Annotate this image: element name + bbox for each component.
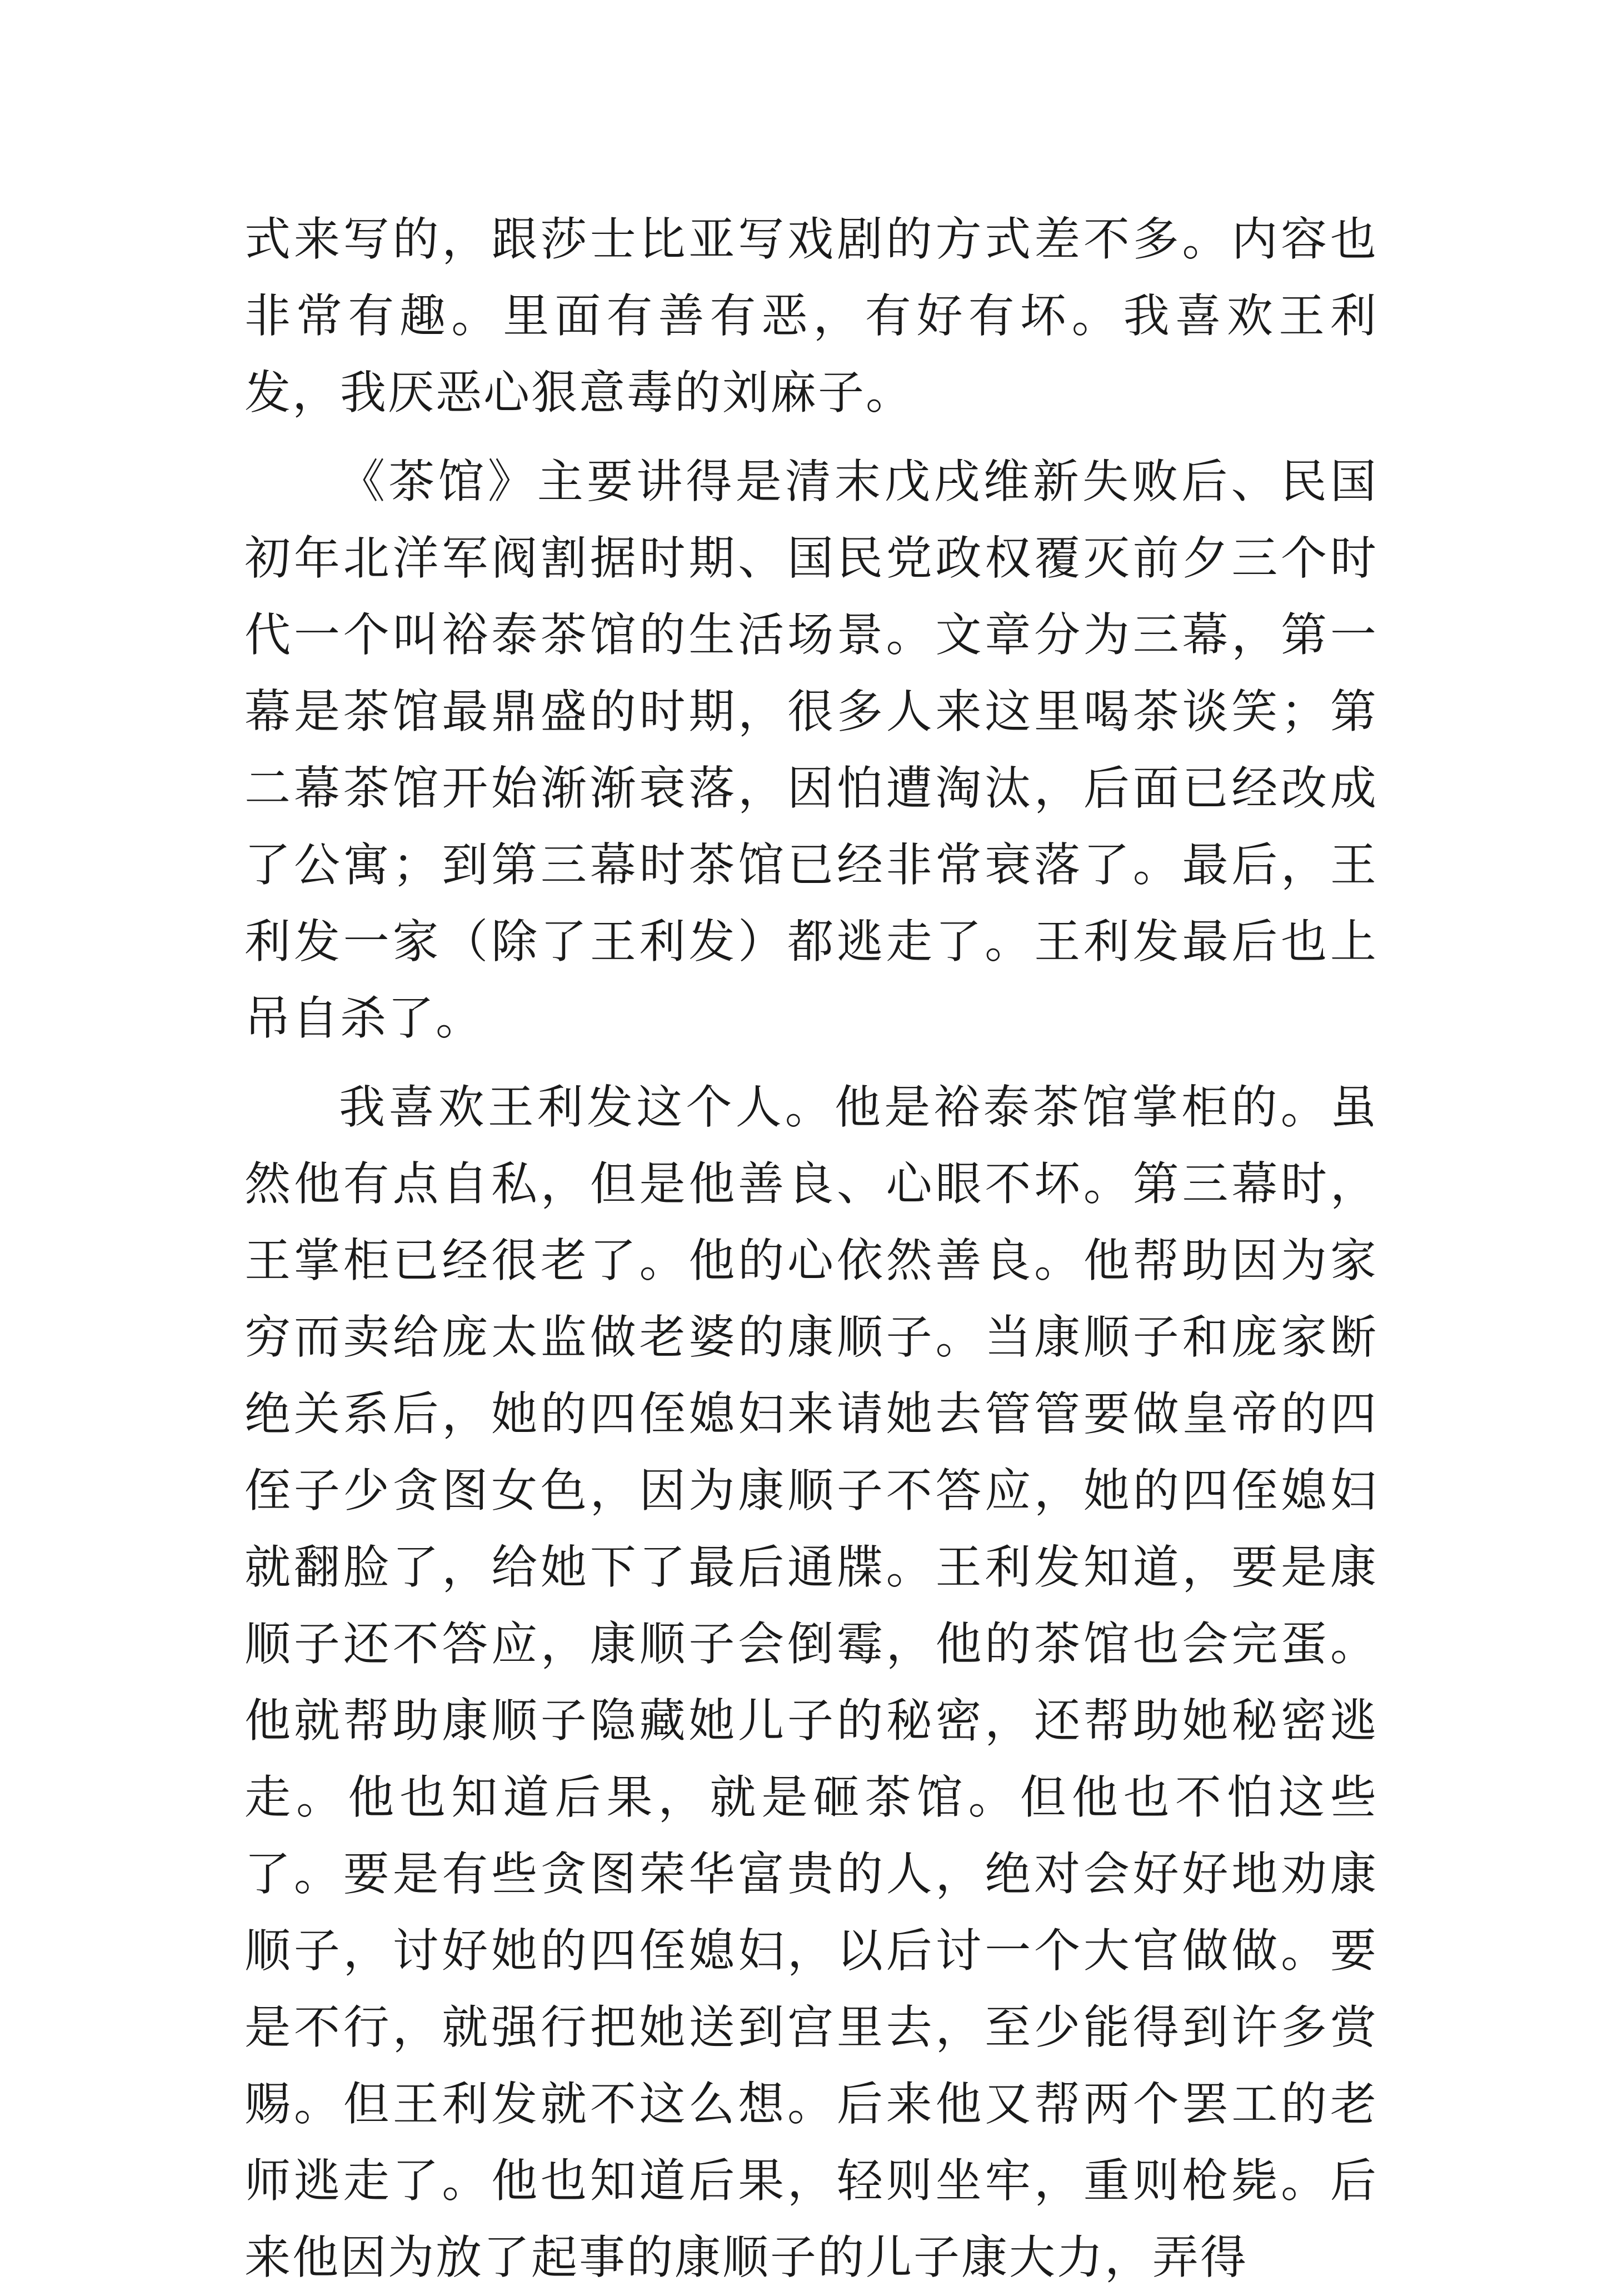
document-body — [244, 201, 1378, 2296]
paragraph-summary: 《茶馆》主要讲得是清末戊戌维新失败后、民国初年北洋军阀割据时期、国民党政权覆灭前夕三个时代一个叫裕泰茶馆的生活场景。文章分为三幕，第一幕是茶馆最鼎盛的时期，很多人来这里喝茶谈笑；第二幕茶馆开始渐渐衰落，因怕遭淘汰，后面已经改成了公寓；到第三幕时茶馆已经非常衰落了。最后，王利发一家（除了王利发）都逃走了。王利发最后也上吊自杀了。 — [244, 455, 1378, 1045]
paragraph-character: 我喜欢王利发这个人。他是裕泰茶馆掌柜的。虽然他有点自私，但是他善良、心眼不坏。第三幕时，王掌柜已经很老了。他的心依然善良。他帮助因为家穷而卖给庞太监做老婆的康顺子。当康顺子和庞家断绝关系后，她的四侄媳妇来请她去管管要做皇帝的四侄子少贪图女色，因为康顺子不答应，她的四侄媳妇就翻脸了，给她下了最后通牒。王利发知道，要是康顺子还不答应，康顺子会倒霉，他的茶馆也会完蛋。他就帮助康顺子隐藏她儿子的秘密，还帮助她秘密逃走。他也知道后果，就是砸茶馆。但他也不怕这些了。要是有些贪图荣华富贵的人，绝对会好好地劝康顺子，讨好她的四侄媳妇，以后讨一个大官做做。要是不行，就强行把她送到宫里去，至少能得到许多赏赐。但王利发就不这么想。后来他又帮两个罢工的老师逃走了。他也知道后果，轻则坐牢，重则枪毙。后来他因为放了起事的康顺子的儿子康大力，弄得 — [244, 1080, 1378, 2284]
paragraph-gap — [244, 431, 1378, 443]
paragraph-gap — [244, 1057, 1378, 1069]
paragraph-continuation: 式来写的，跟莎士比亚写戏剧的方式差不多。内容也非常有趣。里面有善有恶，有好有坏。我喜欢王利发，我厌恶心狠意毒的刘麻子。 — [244, 212, 1378, 420]
